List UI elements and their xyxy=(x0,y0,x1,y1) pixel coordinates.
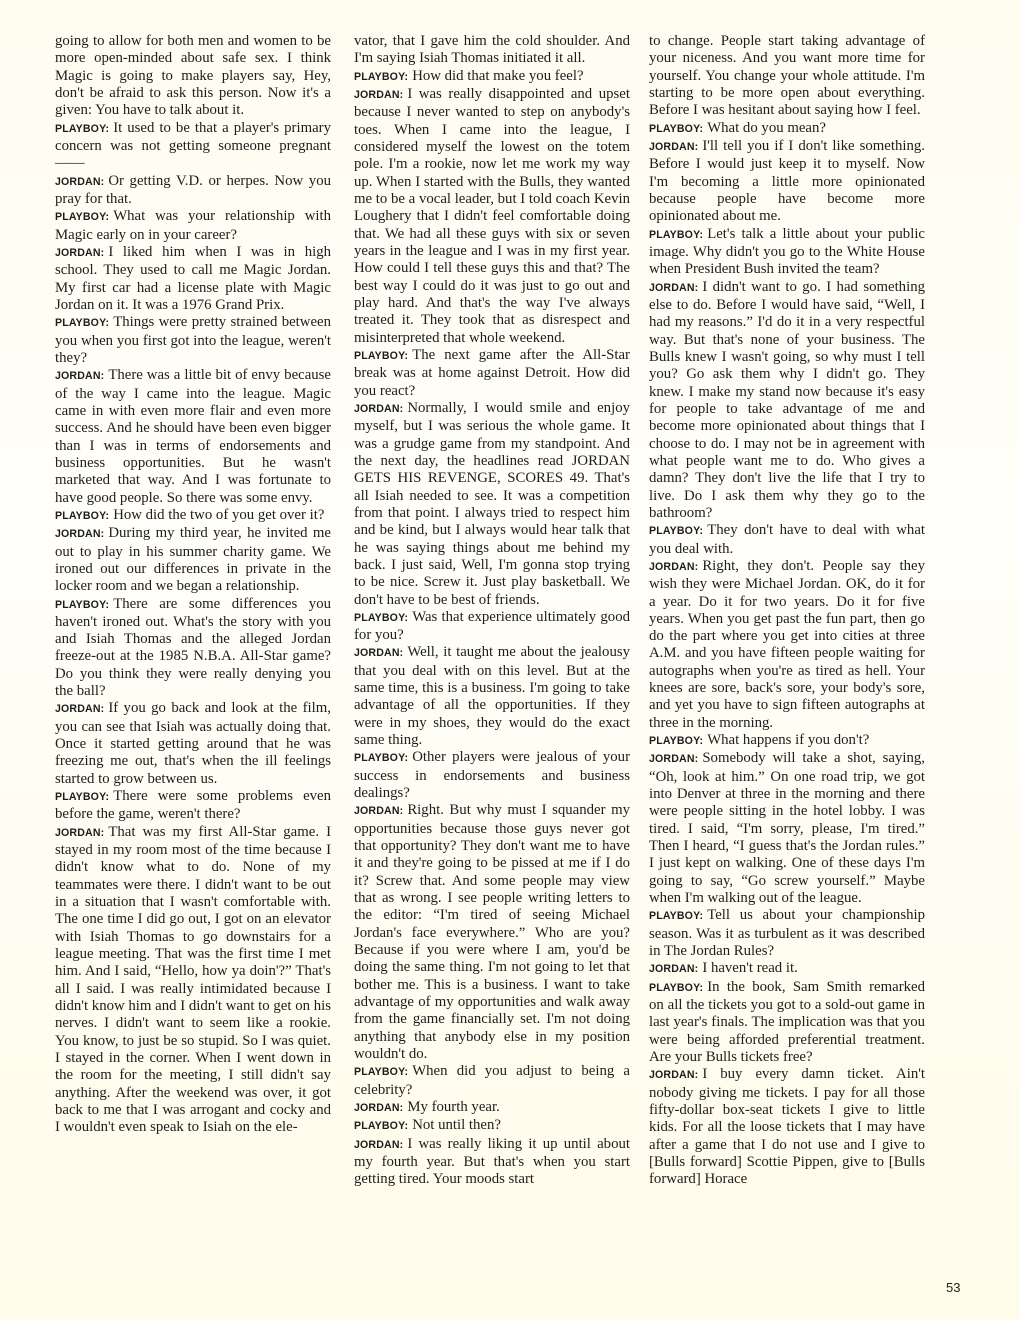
interview-paragraph xyxy=(55,244,331,314)
paragraph-text: In the book, Sam Smith remarked on all the tickets you got to a sold-out game in last year's finals. The implication was that you were being afforded preferential treatment. Are your Bulls tickets free? xyxy=(649,978,925,1066)
interview-paragraph xyxy=(649,750,925,907)
interview-paragraph xyxy=(354,86,630,347)
paragraph-text: During my third year, he invited me out to play in his summer charity game. We ironed out our differences in private in the locker room and we began a relationship. xyxy=(55,525,331,595)
interview-paragraph xyxy=(649,558,925,732)
interview-paragraph xyxy=(649,226,925,279)
speaker-playboy: PLAYBOY: xyxy=(649,122,704,135)
paragraph-text: There are some differences you haven't ironed out. What's the story with you and Isiah Thomas and the alleged Jordan freeze-out at the 1985 N.B.A. All-Star game? Do you think they were really denying you the ball? xyxy=(55,595,331,700)
paragraph-text: Let's talk a little about your public image. Why didn't you go to the White House when President Bush invited the team? xyxy=(649,225,925,278)
interview-paragraph xyxy=(55,173,331,209)
paragraph-text: going to allow for both men and women to be more open-minded about safe sex. I think Magic is going to make players say, Hey, don't be afraid to ask this person. Now it's a given: You have to talk about it. xyxy=(55,33,331,119)
interview-paragraph xyxy=(55,507,331,525)
paragraph-text: Other players were jealous of your success in endorsements and business dealings? xyxy=(354,749,630,802)
speaker-jordan: JORDAN: xyxy=(354,1138,404,1151)
interview-paragraph xyxy=(354,1117,630,1135)
paragraph-text: They don't have to deal with what you deal with. xyxy=(649,522,925,557)
interview-paragraph xyxy=(354,33,630,68)
speaker-playboy: PLAYBOY: xyxy=(649,525,704,538)
paragraph-text: I buy every damn ticket. Ain't nobody giving me tickets. I pay for all those fifty-dollar box-seat tickets I give to little kids. For all the loose tickets that I may have after a game that I do not use and I give to [Bulls forward] Scottie Pippen, give to [Bulls forward] Horace xyxy=(649,1066,925,1188)
interview-paragraph xyxy=(354,68,630,86)
text-column-1 xyxy=(55,33,331,1137)
speaker-jordan: JORDAN: xyxy=(55,175,105,188)
speaker-playboy: PLAYBOY: xyxy=(55,122,110,135)
paragraph-text: Or getting V.D. or herpes. Now you pray for that. xyxy=(55,172,331,207)
interview-paragraph xyxy=(354,1136,630,1189)
speaker-playboy: PLAYBOY: xyxy=(354,70,409,83)
paragraph-text: I was really liking it up until about my fourth year. But that's when you start getting tired. Your moods start xyxy=(354,1135,630,1188)
paragraph-text: What was your relationship with Magic early on in your career? xyxy=(55,208,331,243)
interview-paragraph xyxy=(55,120,331,173)
speaker-playboy: PLAYBOY: xyxy=(354,611,409,624)
interview-paragraph xyxy=(354,1063,630,1099)
speaker-playboy: PLAYBOY: xyxy=(55,317,110,330)
paragraph-text: vator, that I gave him the cold shoulder. And I'm saying Isiah Thomas initiated it all. xyxy=(354,33,630,67)
interview-paragraph xyxy=(649,732,925,750)
interview-paragraph xyxy=(354,347,630,400)
speaker-jordan: JORDAN: xyxy=(354,88,404,101)
interview-paragraph xyxy=(649,1066,925,1188)
paragraph-text: Tell us about your championship season. Was it as turbulent as it was described in The Jordan Rules? xyxy=(649,907,925,960)
interview-paragraph xyxy=(55,596,331,701)
paragraph-text: I didn't want to go. I had something else to do. Before I would have said, “Well, I had my reasons.” I'd do it in a very respectful way. But that's none of your business. The Bulls knew I wasn't going, so why must I tell you? Go ask them why I didn't go. They knew. I make my stand now because it's easy for people to take advantage of me and become more opinionated about things that I choose to do. I may not be in agreement with what people want me to do. Who gives a damn? They don't live the life that I try to live. Do I ask them why they go to the bathroom? xyxy=(649,278,925,521)
interview-paragraph xyxy=(55,525,331,595)
speaker-playboy: PLAYBOY: xyxy=(354,1066,409,1079)
interview-paragraph xyxy=(354,400,630,609)
paragraph-text: I was really disappointed and upset because I never wanted to step on anybody's toes. When I came into the league, I considered myself the lowest on the totem pole. I'm a rookie, now let me work my way up. When I started with the Bulls, they wanted me to be a vocal leader, but I told coach Kevin Loughery that I didn't feel comfortable doing that. We had all these guys with six or seven years in the league and I was in my first year. How could I tell these guys this and that? The best way I could do it was just to go out and play hard. And that's the way I've always treated it. They took that as disrespect and misinterpreted that whole weekend. xyxy=(354,85,630,346)
paragraph-text: What do you mean? xyxy=(707,119,826,136)
speaker-playboy: PLAYBOY: xyxy=(354,1120,409,1133)
speaker-playboy: PLAYBOY: xyxy=(55,211,110,224)
interview-paragraph xyxy=(55,208,331,244)
interview-paragraph xyxy=(649,279,925,523)
speaker-playboy: PLAYBOY: xyxy=(649,735,704,748)
speaker-jordan: JORDAN: xyxy=(55,826,105,839)
interview-paragraph xyxy=(649,907,925,960)
speaker-playboy: PLAYBOY: xyxy=(55,598,110,611)
paragraph-text: Normally, I would smile and enjoy myself, but I was serious the whole game. It was a grudge game from my standpoint. And the next day, the headlines read JORDAN GETS HIS REVENGE, SCORES 49. That's all Isiah needed to see. It was a competition from that point. I always tried to respect him and be kind, but I always would hear talk that he was saying things about me behind my back. I just said, Well, I'm gonna stop trying to be nice. Screw it. Just play basketball. We don't have to be best of friends. xyxy=(354,399,630,608)
speaker-playboy: PLAYBOY: xyxy=(55,791,110,804)
paragraph-text: Right. But why must I squander my opportunities because those guys never got that opportunity? They don't want me to have it and they're going to be pissed at me if I do it? Screw that. And some people may view that as wrong. I see people writing letters to the editor: “I'm tired of seeing Michael Jordan's face everywhere.” Who are you? Because if you were where I am, you'd be doing the same thing. I'm not going to let that bother me. This is a business. I want to take advantage of my opportunities and walk away from the game financially set. I'm not doing anything that anybody else in my position wouldn't do. xyxy=(354,802,630,1063)
interview-paragraph xyxy=(55,824,331,1137)
text-column-3 xyxy=(649,33,925,1189)
speaker-playboy: PLAYBOY: xyxy=(649,910,704,923)
speaker-jordan: JORDAN: xyxy=(354,805,404,818)
interview-paragraph xyxy=(354,749,630,802)
paragraph-text: My fourth year. xyxy=(407,1099,500,1116)
interview-paragraph xyxy=(649,33,925,120)
paragraph-text: There was a little bit of envy because of the way I came into the league. Magic came in with even more flair and even more success. And he should have been even bigger than I was in terms of endorsements and business opportunities. But he wasn't marketed that way. And I was fortunate to have good people. So there was some envy. xyxy=(55,367,331,506)
paragraph-text: I haven't read it. xyxy=(702,960,798,977)
speaker-playboy: PLAYBOY: xyxy=(354,349,409,362)
paragraph-text: There were some problems even before the game, weren't there? xyxy=(55,788,331,823)
paragraph-text: to change. People start taking advantage of your niceness. And you want more time for yourself. You change your whole attitude. I'm starting to be more open about everything. Before I was hesitant about saying how I feel. xyxy=(649,33,925,119)
speaker-jordan: JORDAN: xyxy=(55,528,105,541)
paragraph-text: Things were pretty strained between you when you first got into the league, weren't they? xyxy=(55,314,331,366)
interview-paragraph xyxy=(55,33,331,120)
interview-paragraph xyxy=(354,644,630,749)
speaker-jordan: JORDAN: xyxy=(649,1069,699,1082)
speaker-jordan: JORDAN: xyxy=(649,140,699,153)
interview-paragraph xyxy=(55,314,331,367)
speaker-playboy: PLAYBOY: xyxy=(649,981,704,994)
interview-paragraph xyxy=(649,138,925,226)
interview-paragraph xyxy=(649,979,925,1067)
paragraph-text: When did you adjust to being a celebrity? xyxy=(354,1063,630,1098)
paragraph-text: If you go back and look at the film, you can see that Isiah was actually doing that. Once it started getting around that he was freezing me out, that's when the ill feelings started to grow between us. xyxy=(55,700,331,787)
speaker-jordan: JORDAN: xyxy=(55,703,105,716)
interview-paragraph xyxy=(354,1099,630,1117)
interview-paragraph xyxy=(55,367,331,507)
speaker-jordan: JORDAN: xyxy=(649,281,699,294)
speaker-jordan: JORDAN: xyxy=(354,1102,404,1115)
speaker-playboy: PLAYBOY: xyxy=(649,228,704,241)
paragraph-text: Well, it taught me about the jealousy that you deal with on this level. But at the same time, this is a business. I'm going to take advantage of all the opportunities. If they were in my shoes, they would do the exact same thing. xyxy=(354,644,630,749)
interview-paragraph xyxy=(649,120,925,138)
paragraph-text: That was my first All-Star game. I stayed in my room most of the time because I didn't know what to do. None of my teammates were there. I didn't want to be out in a situation that I wasn't comfortable with. The one time I did go out, I got on an elevator with Isiah Thomas to go downstairs for a league meeting. That was the first time I met him. And I said, “Hello, how ya doin'?” That's all I said. I was really intimidated because I didn't know him and I didn't want to get on his nerves. I didn't want to seem like a rookie. You know, to just be so stupid. So I was quiet. I stayed in the corner. When I went down in the room for the meeting, I still didn't say anything. After the weekend was over, it got back to me that I was arrogant and cocky and I wouldn't even speak to Isiah on the ele- xyxy=(55,823,331,1136)
paragraph-text: What happens if you don't? xyxy=(707,732,870,749)
paragraph-text: How did the two of you get over it? xyxy=(113,506,325,523)
paragraph-text: I'll tell you if I don't like something. Before I would just keep it to myself. Now I'm becoming a little more opinionated because people have become more opinionated about me. xyxy=(649,137,925,225)
speaker-jordan: JORDAN: xyxy=(354,647,404,660)
interview-paragraph xyxy=(649,960,925,978)
paragraph-text: How did that make you feel? xyxy=(412,67,584,84)
paragraph-text: Right, they don't. People say they wish they were Michael Jordan. OK, do it for a year. Do it for two years. Do it for five years. When you get past the fun part, then go do the part where you get into cities at three A.M. and you have fifteen people waiting for autographs when you're as tired as hell. Your knees are sore, back's sore, your body's sore, and yet you have to sign fifteen autographs at three in the morning. xyxy=(649,557,925,731)
speaker-jordan: JORDAN: xyxy=(354,402,404,415)
speaker-jordan: JORDAN: xyxy=(649,963,699,976)
text-column-2 xyxy=(354,33,630,1189)
interview-paragraph xyxy=(55,700,331,788)
interview-paragraph xyxy=(649,522,925,558)
page-number: 53 xyxy=(946,1280,961,1295)
interview-paragraph xyxy=(354,802,630,1063)
interview-paragraph xyxy=(354,609,630,645)
speaker-jordan: JORDAN: xyxy=(649,753,699,766)
paragraph-text: Somebody will take a shot, saying, “Oh, look at him.” On one road trip, we got into Denver at three in the morning and there were people sitting in the hotel lobby. I was tired. I said, “I'm sorry, please, I'm tired.” Then I heard, “I guess that's the Jordan rules.” I just kept on walking. One of these days I'm going to say, “Go screw yourself.” Maybe when I'm walking out of the league. xyxy=(649,750,925,907)
interview-paragraph xyxy=(55,788,331,824)
paragraph-text: It used to be that a player's primary concern was not getting someone pregnant—— xyxy=(55,119,331,172)
paragraph-text: I liked him when I was in high school. They used to call me Magic Jordan. My first car had a license plate with Magic Jordan on it. It was a 1976 Grand Prix. xyxy=(55,243,331,313)
speaker-jordan: JORDAN: xyxy=(649,560,699,573)
speaker-playboy: PLAYBOY: xyxy=(55,509,110,522)
speaker-playboy: PLAYBOY: xyxy=(354,752,409,765)
paragraph-text: Was that experience ultimately good for you? xyxy=(354,608,630,644)
paragraph-text: Not until then? xyxy=(412,1117,501,1134)
paragraph-text: The next game after the All-Star break was at home against Detroit. How did you react? xyxy=(354,346,630,399)
speaker-jordan: JORDAN: xyxy=(55,246,105,259)
speaker-jordan: JORDAN: xyxy=(55,370,105,383)
